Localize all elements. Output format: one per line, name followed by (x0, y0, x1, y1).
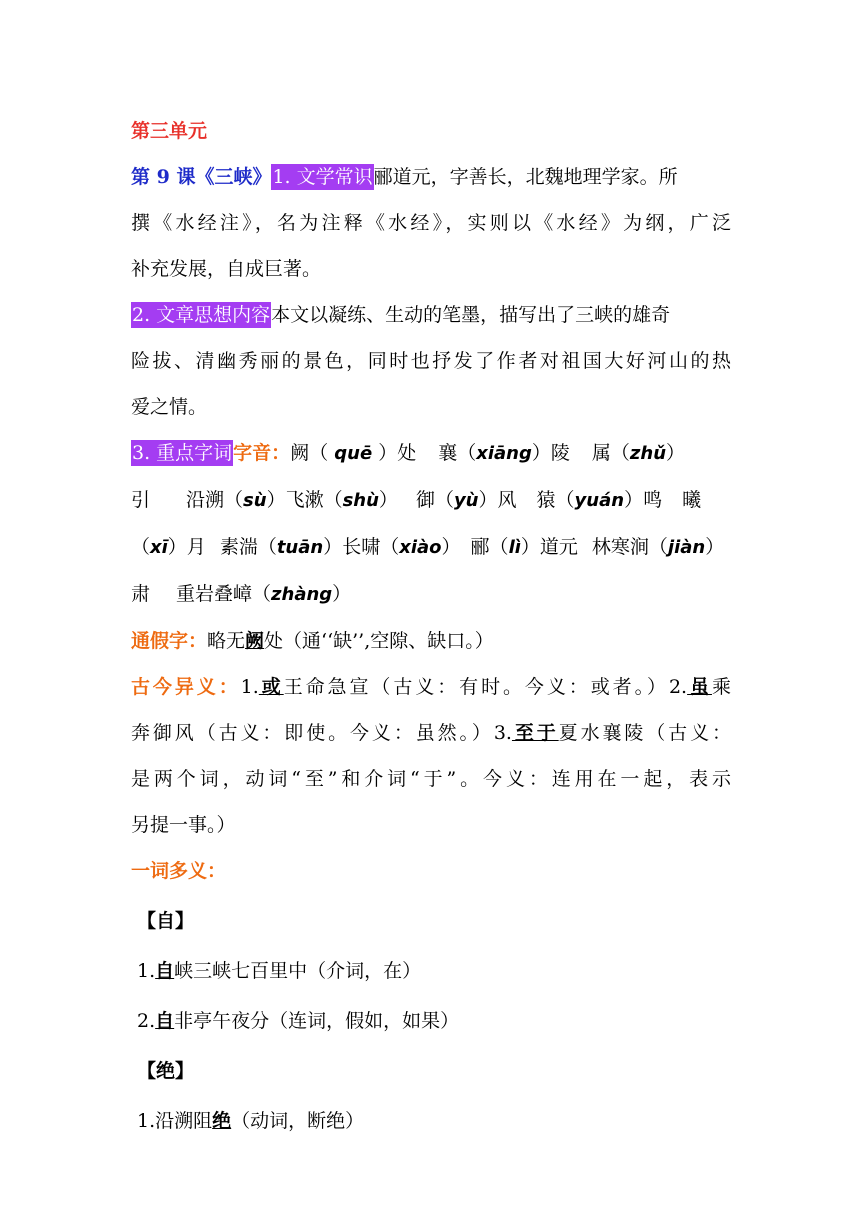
gujin-line-3: 是两个词，动词“至”和介词“于”。今义：连用在一起，表示 (131, 768, 731, 790)
gujin-line-1 (131, 664, 731, 710)
pronunciation-label: 字音： (233, 442, 291, 464)
pinyin: xī (150, 537, 168, 558)
pron-word: 阙（ (290, 442, 329, 464)
item-number: 2. (137, 1010, 156, 1032)
section-2-text-1: 本文以凝练、生动的笔墨，描写出了三峡的雄奇 (271, 304, 671, 326)
gujin-text: 乘 (711, 676, 731, 698)
pron-word: 引 (131, 489, 151, 511)
zi-char: 自 (155, 960, 175, 982)
pinyin: zhǔ (629, 443, 667, 464)
section-3-line-3 (131, 524, 731, 571)
jue-char: 绝 (212, 1110, 232, 1132)
document-body (131, 108, 731, 1144)
section-2-label: 2. 文章思想内容 (132, 304, 271, 326)
pron-word: 猿（ (536, 489, 575, 511)
gujin-char: 虽 (687, 676, 712, 698)
pinyin: zhàng (271, 584, 333, 605)
pron-word: ） (441, 536, 461, 558)
yici-label: 一词多义： (131, 860, 227, 882)
zi-char: 自 (155, 1010, 175, 1032)
section-1-label: 1. 文学常识 (272, 166, 373, 188)
pron-word: ）陵 (531, 442, 570, 464)
pron-word: ）长啸（ (323, 536, 400, 558)
pinyin: quē (334, 443, 373, 464)
section-2-text-2: 险拔、清幽秀丽的景色，同时也抒发了作者对祖国大好河山的热 (131, 350, 731, 372)
gujin-text: 王命急宣（古义：有时。今义：或者。）2. (283, 676, 688, 698)
pinyin: jiàn (667, 537, 706, 558)
pron-word: 重岩叠嶂（ (176, 583, 272, 605)
tongjia-label: 通假字： (131, 630, 208, 652)
item-text: （动词，断绝） (231, 1110, 365, 1132)
tongjia-char: 阙 (245, 630, 265, 652)
zi-item-1 (137, 948, 731, 994)
pron-word: ）月 (167, 536, 206, 558)
section-3-label: 3. 重点字词 (132, 442, 233, 464)
pinyin: lì (508, 537, 521, 558)
pron-word: ）风 (478, 489, 517, 511)
lesson-line-1 (131, 154, 731, 200)
pron-word: （ (131, 536, 151, 558)
gujin-text: 夏水襄陵（古义： (558, 722, 731, 744)
zi-heading: 【自】 (137, 910, 195, 932)
pron-word: 素湍（ (219, 536, 277, 558)
item-text: 非亭午夜分（连词，假如，如果） (174, 1010, 460, 1032)
pron-word: ） (705, 536, 725, 558)
pinyin: xiào (399, 537, 442, 558)
pron-word: ）飞漱（ (266, 489, 343, 511)
gujin-text: 奔御风（古义：即使。今义：虽然。）3. (131, 722, 512, 744)
pron-word: 沿溯（ (186, 489, 244, 511)
tongjia-text: 略无 (207, 630, 246, 652)
pinyin: sù (243, 490, 267, 511)
unit-title: 第三单元 (131, 120, 208, 142)
pron-word: 曦 (682, 489, 702, 511)
pron-word: 御（ (415, 489, 454, 511)
pinyin: yuán (574, 490, 625, 511)
jue-item-1 (137, 1098, 731, 1144)
pron-word: ）道元 (520, 536, 578, 558)
gujin-label: 古今异义： (131, 676, 241, 698)
gujin-char: 至于 (511, 722, 559, 744)
gujin-text: 1. (240, 676, 259, 698)
item-text: 沿溯阻 (155, 1110, 213, 1132)
pron-word: 襄（ (438, 442, 477, 464)
tongjia-line (131, 618, 731, 664)
section-3-line-4 (131, 571, 731, 618)
lesson-title: 第 9 课《三峡》 (131, 166, 272, 188)
pinyin: tuān (276, 537, 324, 558)
pron-word: 郦（ (470, 536, 509, 558)
pron-word: ） (332, 583, 352, 605)
jue-heading: 【绝】 (137, 1060, 195, 1082)
item-number: 1. (137, 960, 156, 982)
pron-word: ）鸣 (624, 489, 663, 511)
gujin-line-4: 另提一事。） (131, 814, 236, 836)
section-1-text-3: 补充发展，自成巨著。 (131, 258, 322, 280)
section-3-line-2 (131, 477, 731, 524)
tongjia-text: 处（通‘‘缺’’,空隙、缺口。） (264, 630, 494, 652)
pron-word: ） (378, 489, 398, 511)
gujin-char: 或 (258, 676, 284, 698)
section-2-text-3: 爱之情。 (131, 396, 208, 418)
pron-word: 林寒涧（ (591, 536, 668, 558)
pron-word: 肃 (131, 583, 151, 605)
section-3-line-1 (131, 430, 731, 477)
pron-word: ） (666, 442, 686, 464)
item-text: 峡三峡七百里中（介词，在） (174, 960, 422, 982)
section-1-text-2: 撰《水经注》，名为注释《水经》，实则以《水经》为纲，广泛 (131, 212, 731, 234)
pinyin: xiāng (476, 443, 532, 464)
pron-word: ）处 (378, 442, 417, 464)
section-2-line-1 (131, 292, 731, 338)
gujin-line-2 (131, 710, 731, 756)
pron-word: 属（ (591, 442, 630, 464)
zi-item-2 (137, 998, 731, 1044)
pinyin: yù (453, 490, 479, 511)
pinyin: shù (342, 490, 379, 511)
item-number: 1. (137, 1110, 156, 1132)
section-1-text-1: 郦道元，字善长，北魏地理学家。所 (373, 166, 678, 188)
